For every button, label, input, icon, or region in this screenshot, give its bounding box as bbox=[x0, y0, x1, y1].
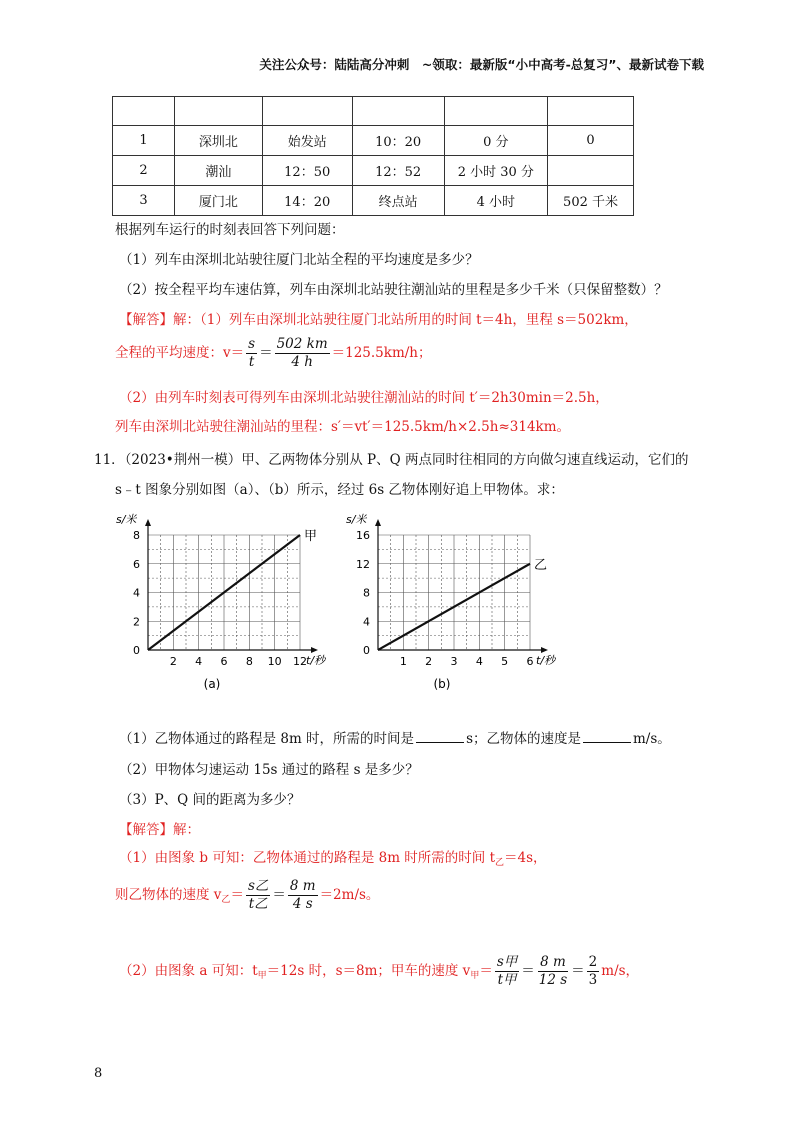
table-cell bbox=[262, 97, 352, 126]
table-cell: 4 小时 bbox=[444, 186, 547, 216]
table-cell: 14：20 bbox=[262, 186, 352, 216]
answer-blank-time[interactable] bbox=[416, 730, 464, 743]
table-cell: 0 分 bbox=[444, 126, 547, 156]
q10-answer-3: 列车由深圳北站驶往潮汕站的里程：s′＝vt′＝125.5km/h×2.5h≈314km。 bbox=[115, 419, 571, 435]
table-cell: 3 bbox=[113, 186, 175, 216]
series-label: 乙 bbox=[534, 557, 548, 573]
y-tick-label: 6 bbox=[133, 557, 140, 571]
page-number: 8 bbox=[94, 1066, 103, 1081]
x-tick-label: 10 bbox=[267, 655, 282, 668]
table-cell: 12：52 bbox=[352, 156, 444, 186]
q11-answer-label: 【解答】解： bbox=[119, 822, 200, 838]
table-cell: 终点站 bbox=[352, 186, 444, 216]
page-header: 关注公众号：陆陆高分冲刺 ~领取：最新版“小中高考-总复习”、最新试卷下载 bbox=[259, 57, 704, 72]
formula-result: ＝125.5km/h； bbox=[331, 345, 432, 361]
fraction-8-over-12: $\frac{8 m}{12 s}$ bbox=[538, 954, 568, 988]
q11-stem-line2: s﹣t 图象分别如图（a）、（b）所示，经过 6s 乙物体刚好追上甲物体。求： bbox=[115, 482, 564, 498]
table-cell bbox=[444, 97, 547, 126]
fraction-s-over-t-b: $\frac{\text{s乙}}{\text{t乙}}$ bbox=[247, 878, 269, 912]
answer-blank-speed[interactable] bbox=[583, 730, 631, 743]
answer-text: （1）列车由深圳北站驶往厦门北站所用的时间 t＝4h，里程 s＝502km， bbox=[200, 312, 638, 328]
y-tick-label: 4 bbox=[133, 586, 140, 600]
q11-speed-b-formula: 则乙物体的速度 $v_乙=$ $\frac{\text{s乙}}{\text{t乙}}$ ＝ $\frac{8 m}{4 s}$ ＝2m/s。 bbox=[115, 878, 380, 912]
x-tick-label: 4 bbox=[195, 655, 203, 668]
table-cell: 2 bbox=[113, 156, 175, 186]
table-cell: 深圳北 bbox=[175, 126, 263, 156]
table-row bbox=[113, 126, 634, 156]
fraction-s-over-t-a: $\frac{\text{s甲}}{\text{t甲}}$ bbox=[496, 954, 518, 988]
q10-intro: 根据列车运行的时刻表回答下列问题： bbox=[115, 222, 345, 238]
x-tick-label: 8 bbox=[245, 655, 253, 668]
table-row bbox=[113, 186, 634, 216]
x-tick-label: 2 bbox=[425, 655, 433, 668]
origin-label: 0 bbox=[133, 644, 140, 657]
table-cell: 10：20 bbox=[352, 126, 444, 156]
q11-speed-a-formula: （2）由图象 a 可知：$t_甲=12s$ 时，s＝8m；甲车的速度 $v_甲=$ $\frac{\text{s甲}}{\text{t甲}}$ ＝ $\frac{8 m}{12 s}$ ＝ $\frac{2}{3}$ m/s， bbox=[119, 954, 640, 988]
q10-question-1: （1）列车由深圳北站驶往厦门北站全程的平均速度是多少？ bbox=[119, 252, 479, 268]
y-tick-label: 4 bbox=[363, 615, 370, 629]
train-timetable bbox=[112, 96, 634, 216]
x-tick-label: 1 bbox=[399, 655, 407, 668]
table-cell bbox=[548, 156, 634, 186]
table-cell: 502 千米 bbox=[548, 186, 634, 216]
y-tick-label: 2 bbox=[133, 615, 140, 629]
x-tick-label: 4 bbox=[475, 655, 483, 668]
table-cell bbox=[113, 97, 175, 126]
table-cell: 厦门北 bbox=[175, 186, 263, 216]
table-row bbox=[113, 156, 634, 186]
table-cell: 潮汕 bbox=[175, 156, 263, 186]
origin-label: 0 bbox=[363, 644, 370, 657]
x-axis-label: t/秒 bbox=[306, 654, 326, 667]
table-cell bbox=[548, 97, 634, 126]
q11-sub-2: （2）甲物体匀速运动 15s 通过的路程 s 是多少？ bbox=[119, 762, 419, 778]
table-cell: 1 bbox=[113, 126, 175, 156]
fraction-s-over-t: $\frac{s}{t}$ bbox=[248, 336, 256, 370]
q10-avg-speed-formula: 全程的平均速度：v＝ $\frac{s}{t}$ ＝ $\frac{502 km}{4 h}$ ＝125.5km/h； bbox=[115, 336, 432, 370]
x-axis-arrow bbox=[541, 647, 548, 653]
y-tick-label: 8 bbox=[133, 529, 140, 542]
q11-sub-3: （3）P、Q 间的距离为多少？ bbox=[119, 792, 301, 808]
series-label: 甲 bbox=[304, 529, 318, 544]
y-axis-arrow bbox=[375, 519, 381, 526]
q11-answer-1: （1）由图象 b 可知：乙物体通过的路程是 8m 时所需的时间 $t_乙=4s$， bbox=[119, 850, 547, 868]
x-axis-arrow bbox=[311, 647, 318, 653]
q11-stem-line1 bbox=[94, 448, 689, 468]
table-cell: 始发站 bbox=[262, 126, 352, 156]
question-number: 11． bbox=[94, 452, 125, 468]
chart-caption: (b) bbox=[433, 677, 451, 691]
q11-sub-1: （1）乙物体通过的路程是 8m 时，所需的时间是 s；乙物体的速度是 m/s。 bbox=[119, 731, 671, 747]
table-cell bbox=[352, 97, 444, 126]
stem-text: （2023•荆州一模）甲、乙两物体分别从 P、Q 两点同时往相同的方向做匀速直线运动，它们的 bbox=[124, 452, 689, 468]
chart-b-s-t-graph bbox=[340, 505, 560, 695]
x-axis-label: t/秒 bbox=[536, 654, 556, 667]
table-cell: 0 bbox=[548, 126, 634, 156]
x-tick-label: 6 bbox=[526, 655, 534, 668]
x-tick-label: 12 bbox=[293, 655, 307, 668]
formula-prefix: 全程的平均速度：v＝ bbox=[115, 345, 245, 361]
table-row bbox=[113, 97, 634, 126]
fraction-2-over-3: $\frac{2}{3}$ bbox=[588, 954, 598, 988]
x-tick-label: 5 bbox=[501, 655, 509, 668]
y-tick-label: 12 bbox=[356, 557, 370, 571]
fraction-502-over-4: $\frac{502 km}{4 h}$ bbox=[276, 336, 328, 370]
answer-label: 【解答】解： bbox=[119, 312, 200, 328]
table-cell: 12：50 bbox=[262, 156, 352, 186]
x-tick-label: 3 bbox=[450, 655, 458, 668]
table-cell bbox=[175, 97, 263, 126]
table-cell: 2 小时 30 分 bbox=[444, 156, 547, 186]
q10-question-2: （2）按全程平均车速估算，列车由深圳北站驶往潮汕站的里程是多少千米（只保留整数）？ bbox=[119, 282, 668, 298]
y-axis-arrow bbox=[145, 519, 151, 526]
x-tick-label: 2 bbox=[169, 655, 177, 668]
fraction-8-over-4: $\frac{8 m}{4 s}$ bbox=[289, 878, 316, 912]
y-axis-label: s/米 bbox=[346, 513, 367, 526]
chart-caption: (a) bbox=[203, 677, 221, 691]
chart-a-s-t-graph bbox=[110, 505, 330, 695]
y-axis-label: s/米 bbox=[116, 513, 137, 526]
y-tick-label: 8 bbox=[363, 586, 370, 600]
x-tick-label: 6 bbox=[220, 655, 228, 668]
q10-answer-1 bbox=[119, 308, 638, 328]
q10-answer-2: （2）由列车时刻表可得列车由深圳北站驶往潮汕站的时间 t′＝2h30min＝2.5h， bbox=[119, 390, 609, 406]
y-tick-label: 16 bbox=[356, 529, 370, 542]
